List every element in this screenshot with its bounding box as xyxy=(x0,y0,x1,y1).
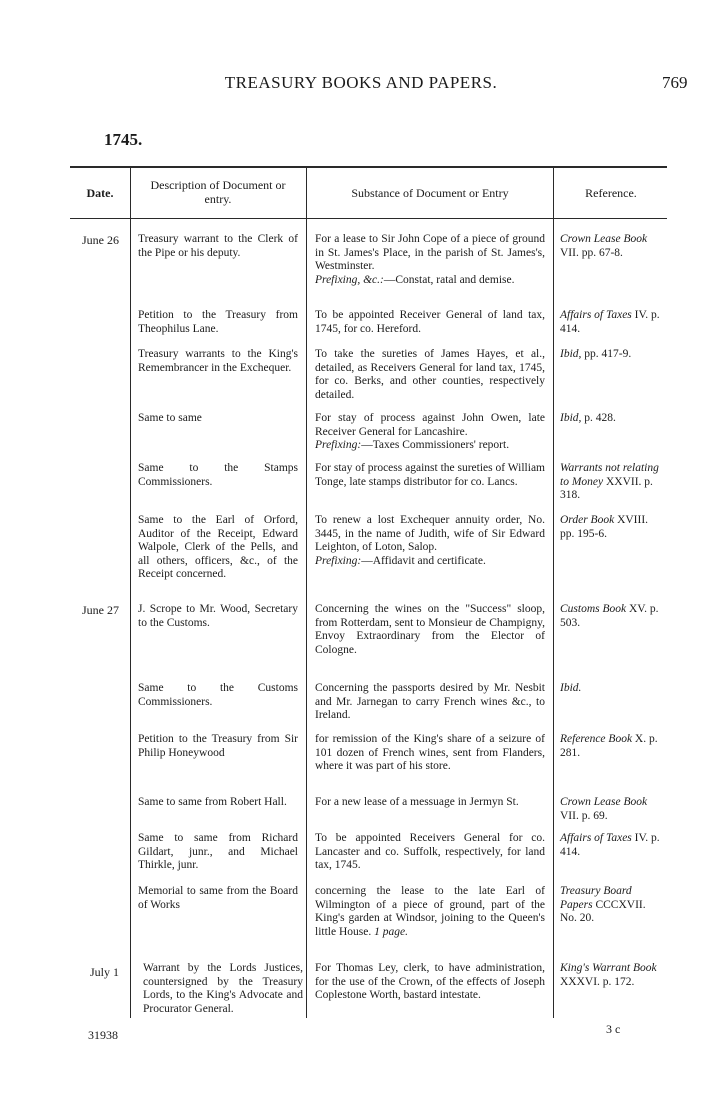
table-top-rule xyxy=(70,166,667,168)
table-header-rule xyxy=(70,218,667,219)
row-substance xyxy=(315,514,545,568)
row-description: Treasury warrants to the King's Remembrancer in the Exchequer. xyxy=(138,348,298,374)
row-substance: For Thomas Ley, clerk, to have administration, for the use of the Crown, of the effects of Joseph Coplestone Worth, bastard intestate. xyxy=(315,962,545,1001)
reference-location: X. p. 281. xyxy=(560,733,658,759)
row-reference xyxy=(560,233,660,260)
reference-book: Affairs of Taxes xyxy=(560,309,632,321)
row-substance: For stay of process against the sureties of William Tonge, late stamps distributor for co. Lancs. xyxy=(315,462,545,488)
reference-location: p. 428. xyxy=(584,412,616,424)
row-reference xyxy=(560,796,660,823)
prefix-text: —Constat, ratal and demise. xyxy=(383,273,515,286)
row-reference xyxy=(560,603,660,630)
column-header-description: Description of Document or entry. xyxy=(150,178,286,206)
column-header-date: Date. xyxy=(86,186,114,200)
row-substance: To be appointed Receivers General for co. Lancaster and co. Suffolk, respectively, for land tax, 1745. xyxy=(315,832,545,871)
column-divider xyxy=(130,166,131,1018)
reference-book: Ibid, xyxy=(560,348,582,360)
year-heading: 1745. xyxy=(104,130,143,149)
row-substance: To be appointed Receiver General of land tax, 1745, for co. Hereford. xyxy=(315,309,545,335)
reference-book: Customs Book xyxy=(560,603,627,615)
column-header-reference: Reference. xyxy=(585,186,637,200)
row-reference xyxy=(560,962,660,989)
row-description: Petition to the Treasury from Sir Philip Honeywood xyxy=(138,733,298,759)
row-description: Memorial to same from the Board of Works xyxy=(138,885,298,911)
row-description: Petition to the Treasury from Theophilus Lane. xyxy=(138,309,298,335)
sheet-mark: 3 c xyxy=(606,1022,621,1036)
reference-book: Treasury Board Papers xyxy=(560,885,632,911)
substance-text: For a lease to Sir John Cope of a piece of ground in St. James's Place, in the parish of St. James's, Westminster. xyxy=(315,233,545,272)
prefix-line xyxy=(315,439,545,453)
reference-book: Affairs of Taxes xyxy=(560,832,632,844)
substance-tail: 1 page. xyxy=(374,925,408,938)
column-divider xyxy=(553,166,554,1018)
row-substance: Concerning the wines on the "Success" sloop, from Rotterdam, sent to Monsieur de Champigny, Envoy Extraordinary from the Elector of Cologne. xyxy=(315,603,545,656)
substance-text: concerning the lease to the late Earl of Wilmington of a piece of ground, part of the King's garden at Windsor, joining to the Queen's little House. xyxy=(315,885,545,938)
reference-location: XVIII. pp. 195-6. xyxy=(560,514,649,540)
row-reference xyxy=(560,412,660,426)
reference-book: Warrants not relating to Money xyxy=(560,462,659,488)
prefix-label: Prefixing: xyxy=(315,439,362,451)
row-reference xyxy=(560,462,660,503)
row-description: Same to the Earl of Orford, Auditor of the Receipt, Edward Walpole, Clerk of the Pells, and all others, officers, &c., of the Receipt concerned. xyxy=(138,514,298,580)
reference-location: XV. p. 503. xyxy=(560,603,659,629)
prefix-label: Prefixing, &c.: xyxy=(315,273,384,286)
row-description: Same to the Stamps Commissioners. xyxy=(138,462,298,488)
print-signature: 31938 xyxy=(88,1028,118,1042)
reference-location: XXXVI. p. 172. xyxy=(560,975,635,988)
row-reference xyxy=(560,514,660,541)
reference-book: Crown Lease Book xyxy=(560,796,648,808)
row-substance xyxy=(315,233,545,287)
column-header-substance: Substance of Document or Entry xyxy=(351,186,509,200)
reference-location: pp. 417-9. xyxy=(584,348,632,360)
reference-location: VII. p. 69. xyxy=(560,809,608,822)
reference-book: Ibid, xyxy=(560,412,582,424)
prefix-label: Prefixing: xyxy=(315,554,362,567)
prefix-line xyxy=(315,274,545,288)
row-date: June 26 xyxy=(82,233,119,247)
reference-location: IV. p. 414. xyxy=(560,309,660,335)
reference-location: CCCXVII. No. 20. xyxy=(560,898,646,924)
reference-book: Order Book xyxy=(560,514,615,526)
substance-text: For stay of process against John Owen, late Receiver General for Lancashire. xyxy=(315,412,545,438)
row-description: Same to same from Robert Hall. xyxy=(138,796,287,808)
row-reference xyxy=(560,309,660,336)
prefix-text: —Affidavit and certificate. xyxy=(361,554,486,567)
prefix-line xyxy=(315,555,545,569)
row-description: Same to same from Richard Gildart, junr., and Michael Thirkle, junr. xyxy=(138,832,298,871)
row-substance: For a new lease of a messuage in Jermyn St. xyxy=(315,796,519,808)
row-description: Same to same xyxy=(138,412,202,424)
column-divider xyxy=(306,166,307,1018)
reference-book: Ibid. xyxy=(560,682,582,694)
row-description: Treasury warrant to the Clerk of the Pipe or his deputy. xyxy=(138,233,298,259)
row-date: July 1 xyxy=(90,965,120,979)
row-reference xyxy=(560,682,660,696)
row-substance: for remission of the King's share of a seizure of 101 dozen of French wines, sent from Flanders, where it was part of his store. xyxy=(315,733,545,772)
row-substance xyxy=(315,412,545,453)
row-substance: Concerning the passports desired by Mr. Nesbit and Mr. Jarnegan to carry French wines &c., to Ireland. xyxy=(315,682,545,721)
row-substance xyxy=(315,885,545,939)
row-reference xyxy=(560,885,660,926)
row-description: Warrant by the Lords Justices, countersigned by the Treasury Lords, to the King's Advocate and Procurator General. xyxy=(143,962,303,1015)
row-reference xyxy=(560,832,660,859)
prefix-text: —Taxes Commissioners' report. xyxy=(361,439,510,451)
reference-location: IV. p. 414. xyxy=(560,832,660,858)
reference-location: XXVII. p. 318. xyxy=(560,475,653,501)
reference-location: VII. pp. 67-8. xyxy=(560,246,623,259)
row-description: Same to the Customs Commissioners. xyxy=(138,682,298,708)
row-reference xyxy=(560,348,660,362)
row-substance: To take the sureties of James Hayes, et al., detailed, as Receivers General for land tax, 1745, for co. Berks, and other counties, respectively detailed. xyxy=(315,348,545,401)
reference-book: Reference Book xyxy=(560,733,633,745)
reference-book: King's Warrant Book xyxy=(560,962,657,974)
reference-book: Crown Lease Book xyxy=(560,233,648,245)
substance-text: To renew a lost Exchequer annuity order, No. 3445, in the name of Judith, wife of Sir Edward Leighton, of Loton, Salop. xyxy=(315,514,545,553)
page-header-title: TREASURY BOOKS AND PAPERS. xyxy=(224,73,498,92)
row-reference xyxy=(560,733,660,760)
page-number: 769 xyxy=(662,73,688,92)
row-date: June 27 xyxy=(82,603,119,617)
row-description: J. Scrope to Mr. Wood, Secretary to the Customs. xyxy=(138,603,298,629)
